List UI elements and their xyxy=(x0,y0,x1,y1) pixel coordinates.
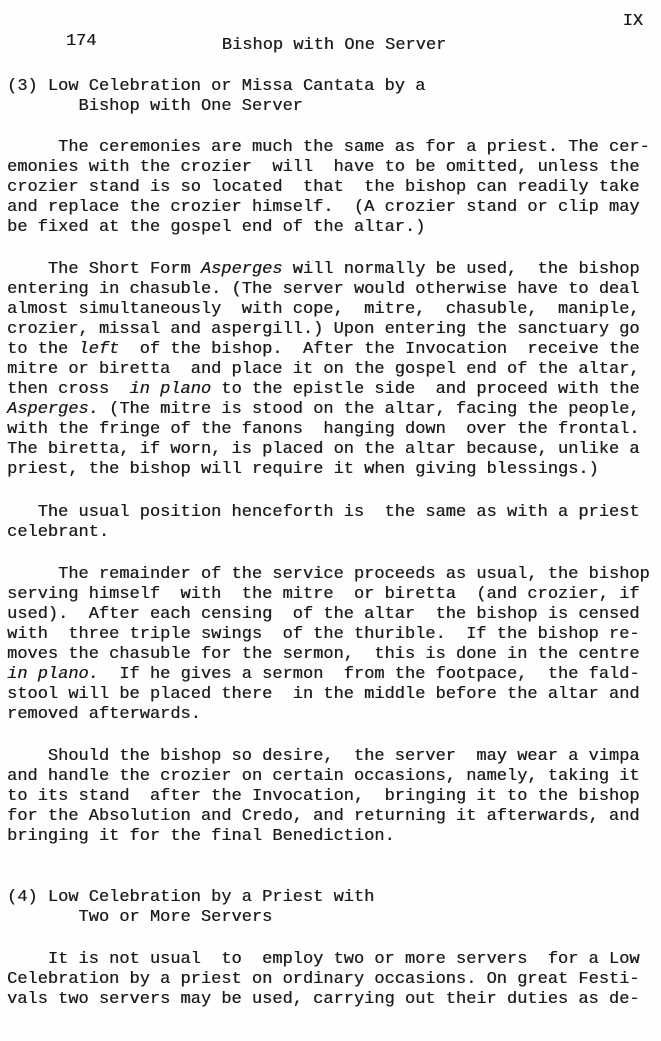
paragraph-vimpa: Should the bishop so desire, the server may wear a vimpa and handle the crozier on certain occasions, namely, taking it to its stand after the Invocation, bringing it to the bishop for the Absolution and Credo, and returning it afterwards, and bringing it for the final Benediction. xyxy=(7,747,640,846)
page-number: 174 xyxy=(65,32,97,51)
paragraph-ceremonies: The ceremonies are much the same as for a priest. The cer- emonies with the crozier will have to be omitted, unless the crozier stand is so located that the bishop can readily take and replace the crozier himself. (A crozier stand or clip may be fixed at the gospel end of the altar.) xyxy=(7,138,650,237)
paragraph-two-servers: It is not usual to employ two or more servers for a Low Celebration by a priest on ordinary occasions. On great Festi- vals two servers may be used, carrying out their duties as de- xyxy=(7,950,640,1009)
section-heading-4: (4) Low Celebration by a Priest with Two or More Servers xyxy=(7,888,375,927)
paragraph-short-form-asperges: The Short Form Asperges will normally be used, the bishop entering in chasuble. (The server would otherwise have to deal almost simultaneously with cope, mitre, chasuble, maniple, crozier, missal and aspergill.) Upon entering the sanctuary go to the left of the bishop. After the Invocation receive the mitre or biretta and place it on the gospel end of the altar, then cross in plano to the epistle side and proceed with the Asperges. (The mitre is stood on the altar, facing the people, with the fringe of the fanons hanging down over the frontal. The biretta, if worn, is placed on the altar because, unlike a priest, the bishop will require it when giving blessings.) xyxy=(7,260,640,479)
section-heading-3: (3) Low Celebration or Missa Cantata by a Bishop with One Server xyxy=(7,77,426,116)
paragraph-remainder-of-service: The remainder of the service proceeds as usual, the bishop serving himself with the mitre or biretta (and crozier, if used). After each censing of the altar the bishop is censed with three triple swings of the thurible. If the bishop re- moves the chasuble for the sermon, this is done in the centre in plano. If he gives a sermon from the footpace, the fald- stool will be placed there in the middle before the altar and removed afterwards. xyxy=(7,565,650,724)
paragraph-usual-position: The usual position henceforth is the same as with a priest celebrant. xyxy=(7,503,640,542)
running-head: Bishop with One Server xyxy=(221,36,447,55)
chapter-numeral: IX xyxy=(622,12,643,31)
